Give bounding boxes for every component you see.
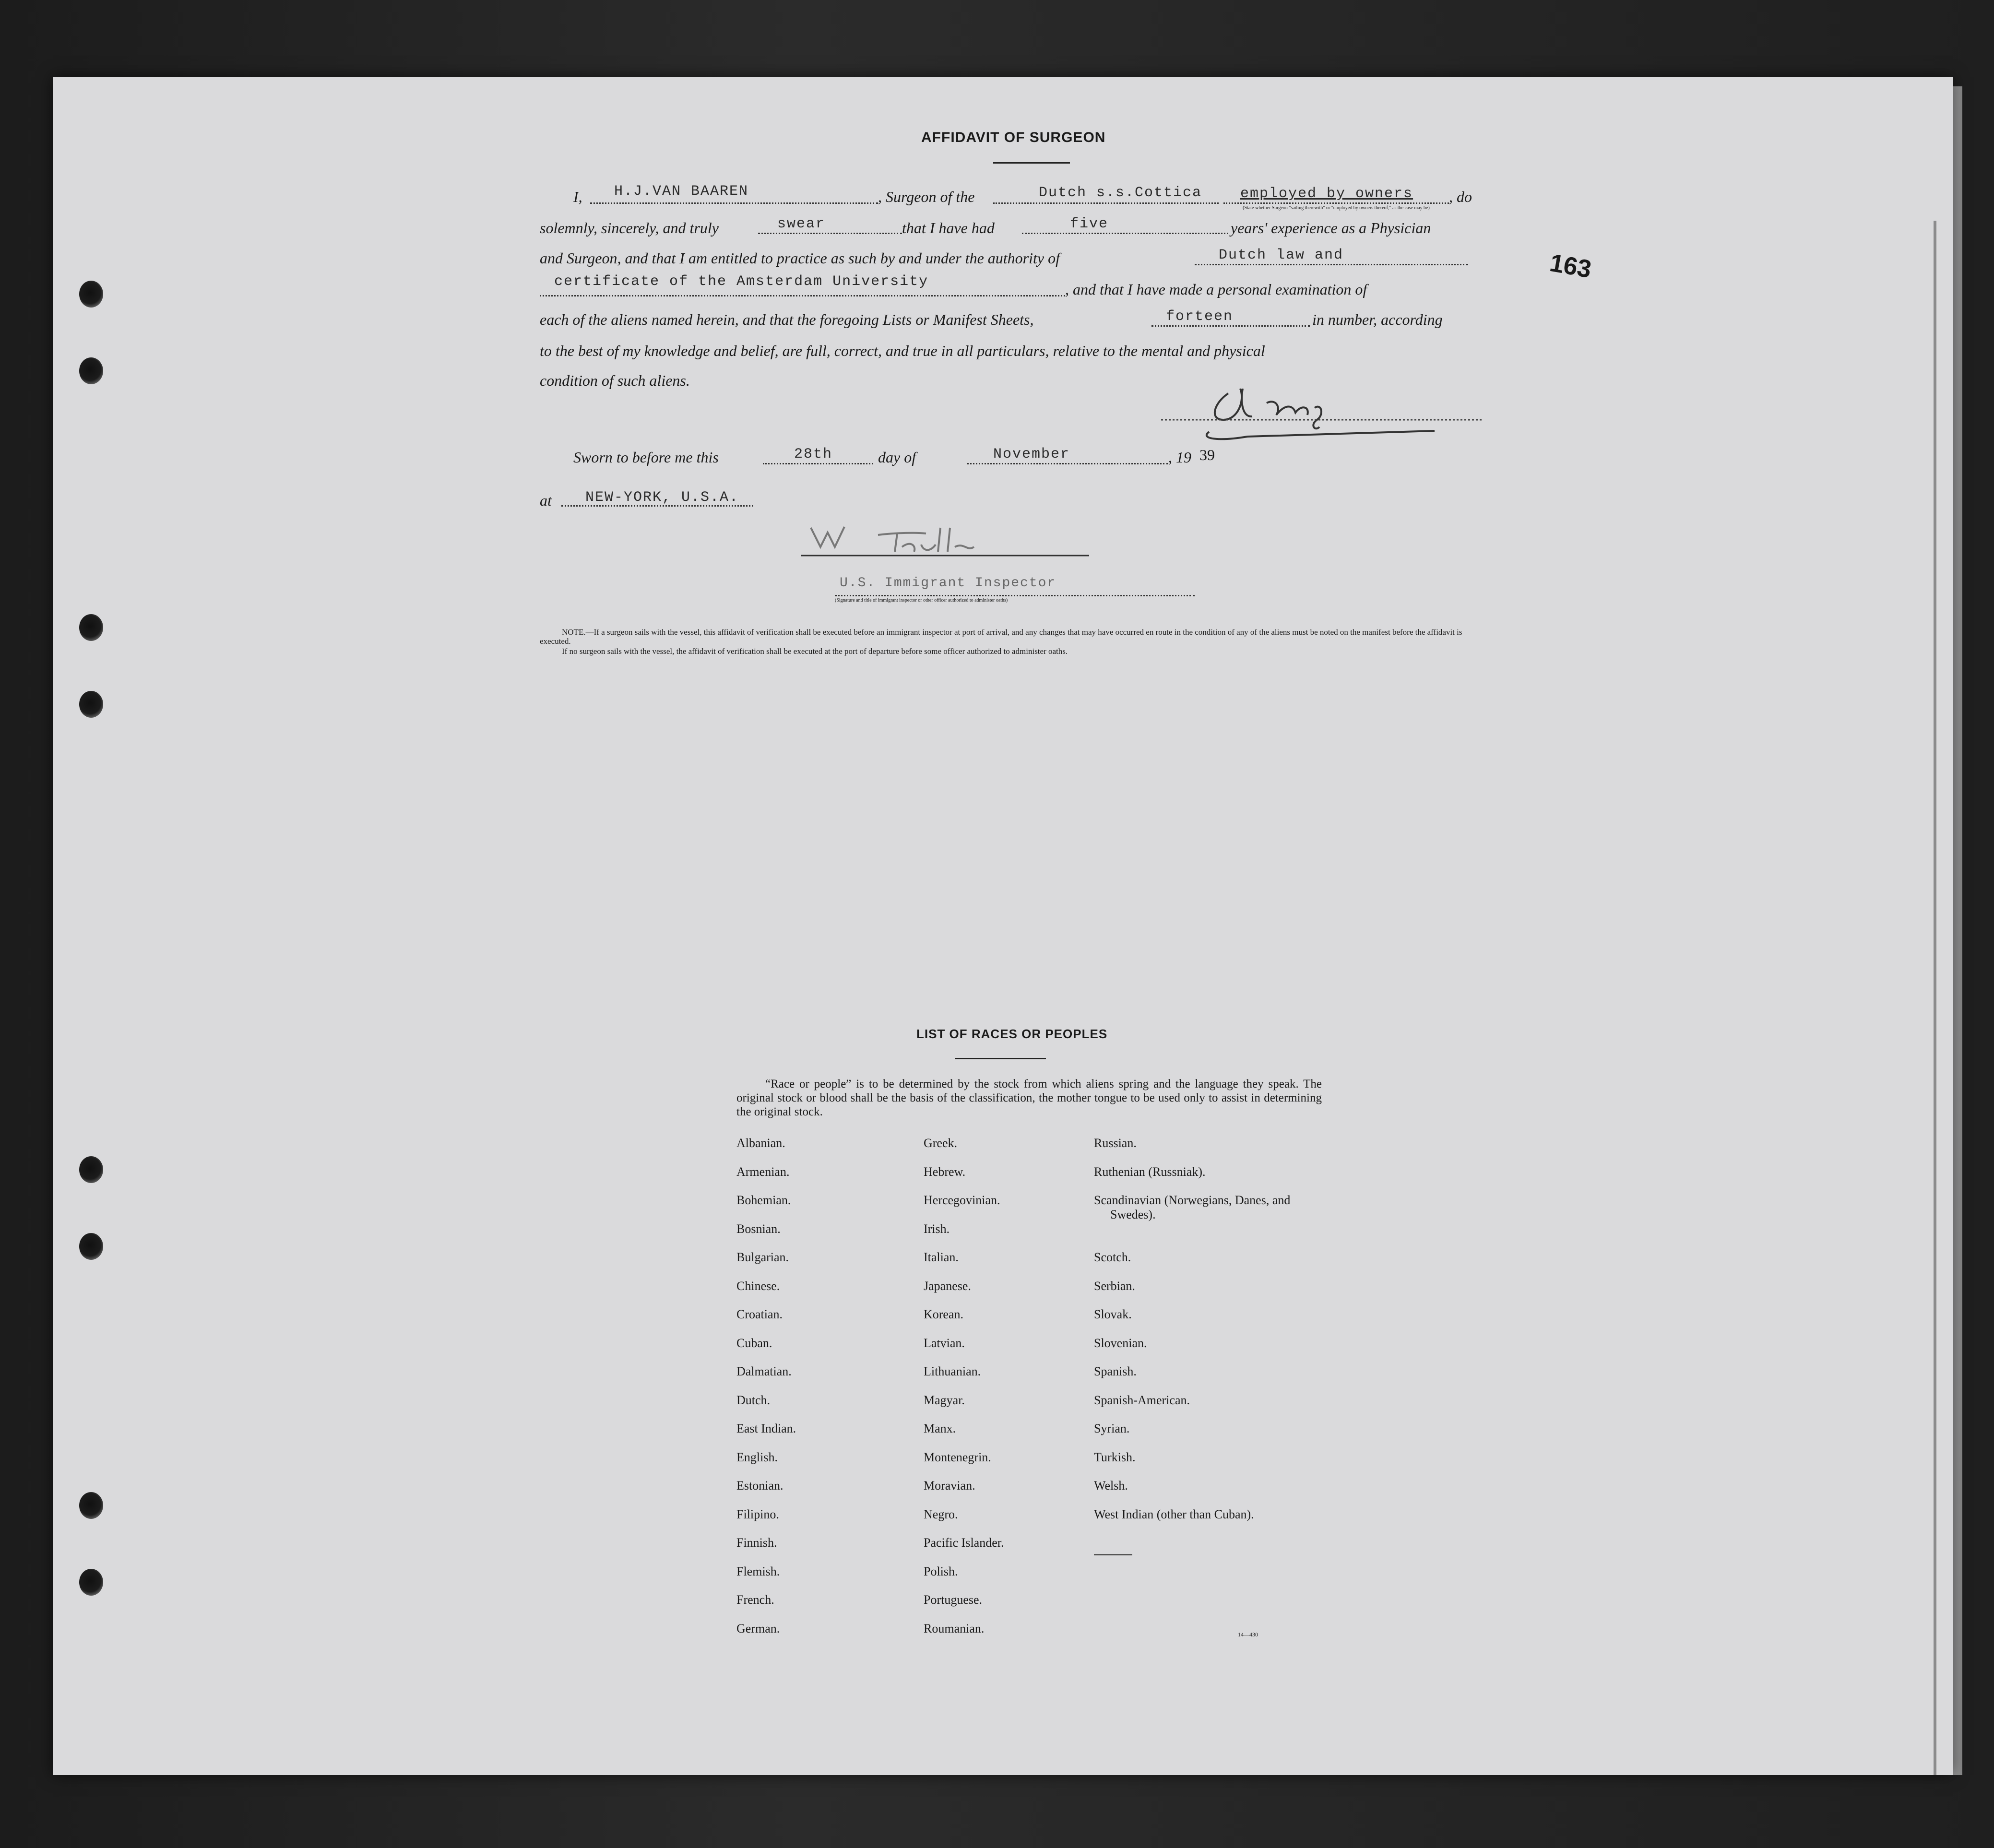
officer-caption: (Signature and title of immigrant inspector or other officer authorized to administer oaths): [835, 598, 1008, 603]
race-item: Finnish.: [736, 1536, 777, 1550]
right-margin-rule: [1934, 221, 1936, 1775]
race-item: Chinese.: [736, 1279, 780, 1293]
races-title: LIST OF RACES OR PEOPLES: [916, 1027, 1108, 1041]
surgeon-of-label: , Surgeon of the: [878, 188, 975, 205]
race-item: English.: [736, 1450, 778, 1464]
authority-field-line: [1195, 264, 1468, 265]
race-item: Dalmatian.: [736, 1364, 792, 1378]
affidavit-note: NOTE.—If a surgeon sails with the vessel, this affidavit of verification shall be executed before an immigrant inspector at port of arrival, and any changes that may have occurred en route in the condition of any of the aliens must be noted on the manifest before the affidavit is executed.: [540, 628, 1462, 646]
race-item: Slovak.: [1094, 1307, 1132, 1321]
sheets-count: forteen: [1166, 308, 1234, 325]
do-label: , do: [1449, 188, 1472, 205]
affidavit-title: AFFIDAVIT OF SURGEON: [921, 130, 1106, 145]
race-item: Polish.: [924, 1564, 958, 1578]
race-item: Negro.: [924, 1507, 958, 1521]
race-item: Japanese.: [924, 1279, 971, 1293]
sworn-month: November: [993, 446, 1070, 462]
race-item: Russian.: [1094, 1136, 1137, 1150]
line7-text: condition of such aliens.: [540, 372, 690, 389]
officer-title: U.S. Immigrant Inspector: [840, 576, 1056, 591]
race-item: Roumanian.: [924, 1621, 985, 1635]
race-item: Portuguese.: [924, 1593, 983, 1607]
races-title-underline: [955, 1058, 1046, 1059]
race-item: Slovenian.: [1094, 1336, 1147, 1350]
race-item: Filipino.: [736, 1507, 779, 1521]
races-column-3: [1094, 1136, 1295, 1546]
line2-text-c: years' experience as a Physician: [1231, 219, 1431, 237]
race-item: Korean.: [924, 1307, 964, 1321]
line3-text: and Surgeon, and that I am entitled to practice as such by and under the authority of: [540, 249, 1060, 267]
race-item: Bohemian.: [736, 1193, 791, 1207]
punch-hole: [79, 281, 103, 308]
race-item: French.: [736, 1593, 774, 1607]
race-item: Spanish.: [1094, 1364, 1137, 1378]
race-item: Armenian.: [736, 1164, 790, 1179]
line5-text-b: in number, according: [1312, 311, 1443, 328]
race-item: Dutch.: [736, 1393, 771, 1407]
race-item: Spanish-American.: [1094, 1393, 1190, 1407]
title-underline: [993, 162, 1070, 164]
years-field-line: [1022, 233, 1228, 234]
line6-text: to the best of my knowledge and belief, are full, correct, and true in all particulars, relative to the mental and physical: [540, 342, 1265, 359]
race-item: Pacific Islander.: [924, 1536, 1004, 1550]
races-column-1: [736, 1136, 796, 1650]
race-item: Manx.: [924, 1422, 956, 1435]
surgeon-signature: [1156, 374, 1483, 441]
punch-hole: [79, 1492, 103, 1519]
race-item: Hebrew.: [924, 1164, 966, 1179]
employment-note: (State whether Surgeon "sailing therewith" or "employed by owners thereof," as the case may be): [1243, 205, 1430, 211]
race-item: Hercegovinian.: [924, 1193, 1000, 1207]
sworn-place: NEW-YORK, U.S.A.: [585, 489, 739, 506]
race-item: Syrian.: [1094, 1422, 1130, 1435]
line2-text-a: solemnly, sincerely, and truly: [540, 219, 719, 237]
race-item: Magyar.: [924, 1393, 965, 1407]
race-item: West Indian (other than Cuban).: [1094, 1507, 1254, 1521]
race-item: Croatian.: [736, 1307, 783, 1321]
punch-hole: [79, 691, 103, 718]
day-of-label: day of: [878, 449, 916, 466]
punch-hole: [79, 614, 103, 641]
authority-field-line-2: [540, 295, 1065, 296]
races-intro: “Race or people” is to be determined by the stock from which aliens spring and the language they speak. The original stock or blood shall be the basis of the classification, the mother tongue to be used only to assist in determining the original stock.: [736, 1078, 1322, 1118]
line2-text-b: that I have had: [902, 219, 995, 237]
race-item: Scandinavian (Norwegians, Danes, and Swedes).: [1094, 1193, 1291, 1221]
line4-text: , and that I have made a personal examination of: [1065, 281, 1367, 298]
race-item: Moravian.: [924, 1479, 975, 1493]
race-item: Irish.: [924, 1221, 950, 1236]
i-label: I,: [573, 188, 582, 205]
race-item: Cuban.: [736, 1336, 772, 1350]
years-value: five: [1070, 216, 1109, 232]
column-end-rule: [1094, 1554, 1132, 1555]
race-item: Lithuanian.: [924, 1364, 981, 1378]
at-label: at: [540, 492, 552, 509]
race-item: Turkish.: [1094, 1450, 1136, 1464]
form-number: 14—430: [1238, 1631, 1258, 1638]
race-item: German.: [736, 1621, 780, 1635]
employment: employed by owners: [1240, 186, 1413, 202]
race-item: Greek.: [924, 1136, 958, 1150]
race-item: Serbian.: [1094, 1279, 1135, 1293]
punch-hole: [79, 1569, 103, 1596]
oath-word: swear: [777, 216, 826, 232]
race-item: Scotch.: [1094, 1250, 1131, 1264]
vessel-field-line: [993, 202, 1219, 204]
officer-signature: [801, 518, 1166, 561]
surgeon-name: H.J.VAN BAAREN: [614, 183, 749, 200]
affidavit-note-2: If no surgeon sails with the vessel, the affidavit of verification shall be executed at the port of departure before some officer authorized to administer oaths.: [562, 647, 1068, 656]
punch-hole: [79, 1156, 103, 1183]
race-item: Latvian.: [924, 1336, 965, 1350]
sworn-label: Sworn to before me this: [573, 449, 719, 466]
race-item: Montenegrin.: [924, 1450, 991, 1464]
employment-field-line: [1223, 202, 1449, 204]
race-item: Estonian.: [736, 1479, 783, 1493]
race-item: Italian.: [924, 1250, 959, 1264]
race-item: Albanian.: [736, 1136, 785, 1150]
race-item: Bulgarian.: [736, 1250, 789, 1264]
races-column-2: [924, 1136, 1004, 1650]
day-field-line: [763, 463, 873, 464]
sworn-day: 28th: [794, 446, 833, 462]
race-item: Flemish.: [736, 1564, 780, 1578]
sheets-field-line: [1151, 325, 1310, 327]
page-number-stamp: 163: [1547, 249, 1594, 284]
oath-field-line: [758, 233, 902, 234]
line5-text-a: each of the aliens named herein, and that the foregoing Lists or Manifest Sheets,: [540, 311, 1034, 328]
race-item: Bosnian.: [736, 1221, 781, 1236]
year-prefix: , 19: [1168, 449, 1191, 466]
race-item: East Indian.: [736, 1422, 796, 1435]
punch-hole: [79, 1233, 103, 1260]
race-item: Ruthenian (Russniak).: [1094, 1164, 1206, 1179]
document-page: [53, 77, 1953, 1775]
month-field-line: [967, 463, 1168, 464]
officer-title-line: [835, 595, 1195, 596]
vessel-name: Dutch s.s.Cottica: [1039, 185, 1202, 201]
sworn-year: 39: [1199, 446, 1215, 463]
authority-line1: Dutch law and: [1219, 247, 1344, 263]
race-item: Welsh.: [1094, 1479, 1128, 1493]
surgeon-name-field-line: [590, 202, 878, 204]
authority-line2: certificate of the Amsterdam University: [554, 273, 929, 290]
punch-hole: [79, 357, 103, 384]
